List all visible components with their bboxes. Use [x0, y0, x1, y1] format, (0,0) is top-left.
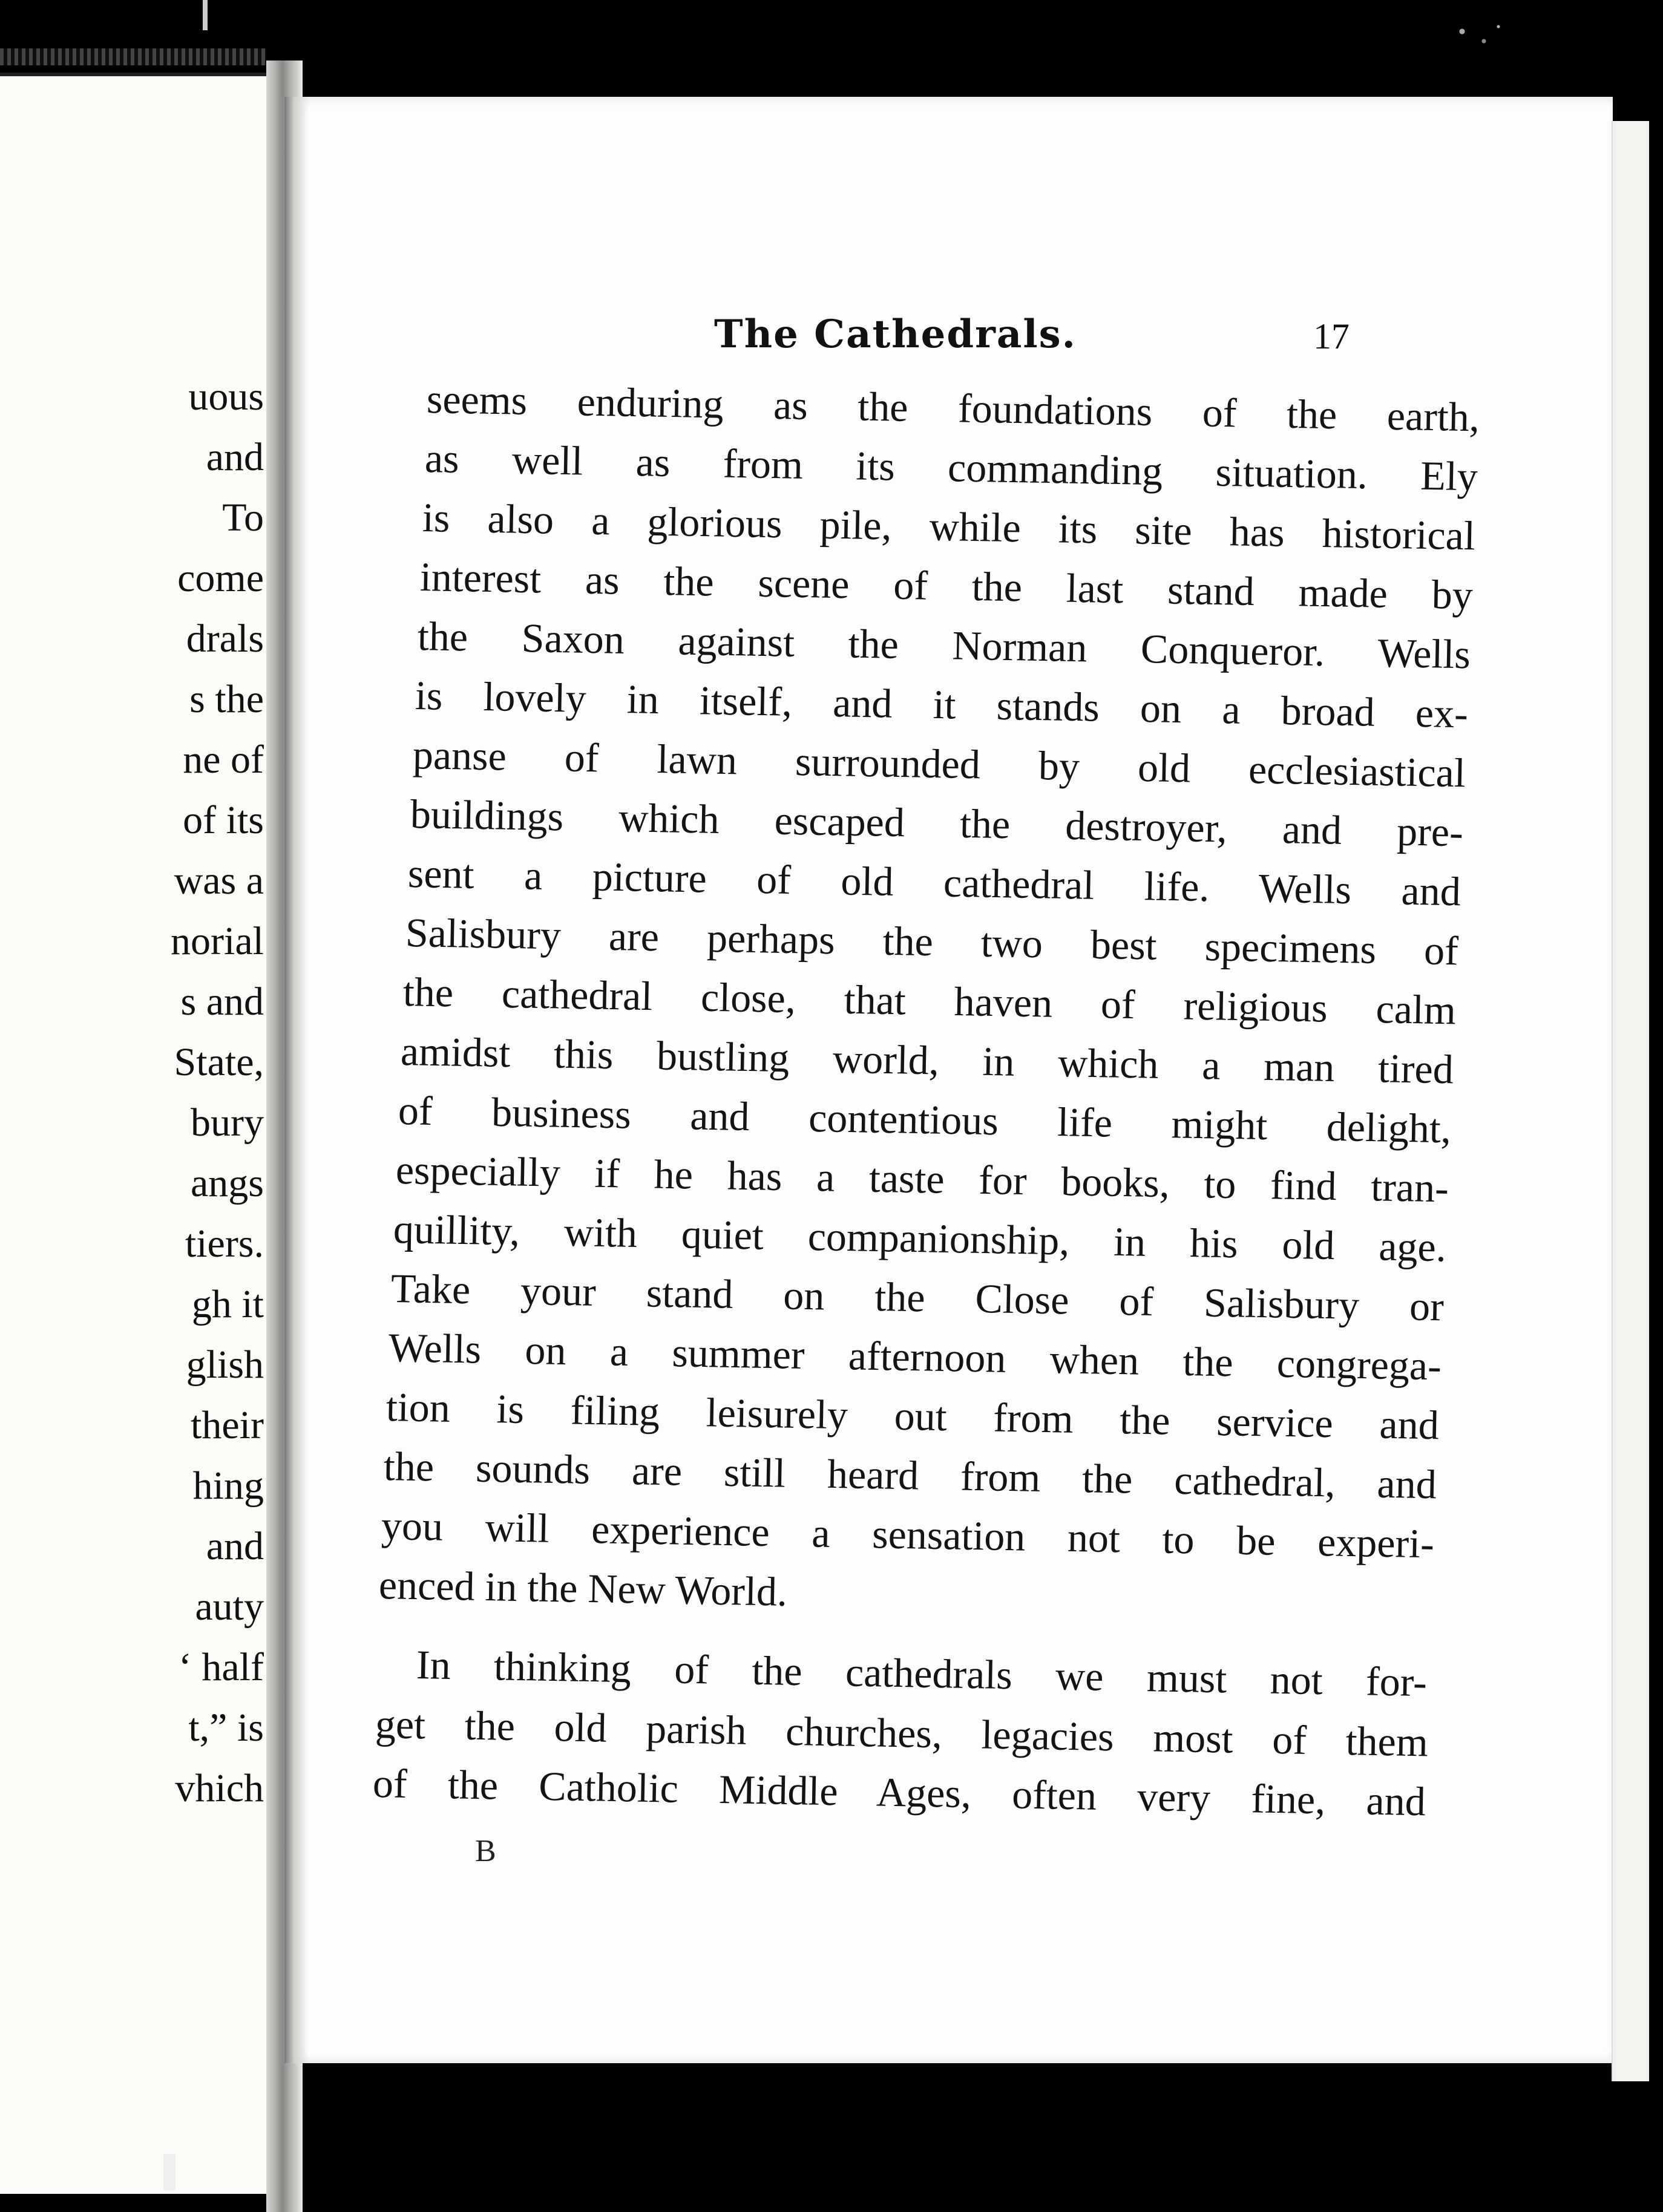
left-line: and [206, 1524, 264, 1568]
left-line: norial [171, 919, 264, 963]
page-number: 17 [1313, 316, 1350, 356]
text-line: is also a glorious pile, while its site has historical [422, 494, 1476, 559]
page-edge [1612, 121, 1649, 2081]
text-line: get the old parish churches, legacies most of them [375, 1701, 1429, 1765]
left-line: and [206, 435, 264, 479]
left-line: angs [191, 1161, 264, 1205]
text-line: especially if he has a taste for books, to find tran- [395, 1147, 1449, 1211]
text-line: the cathedral close, that haven of religious calm [402, 969, 1457, 1033]
text-line: is lovely in itself, and it stands on a broad ex- [415, 672, 1469, 737]
left-page [0, 73, 272, 2194]
left-page-top-edge [0, 48, 266, 65]
left-line: ‘ half [178, 1645, 264, 1689]
left-line: t,” is [188, 1706, 264, 1750]
text-line: as well as from its commanding situation. Ely [424, 435, 1478, 500]
text-line: tion is filing leisurely out from the service and [385, 1384, 1440, 1448]
text-line: Take your stand on the Close of Salisbury or [390, 1265, 1445, 1330]
left-line: ne of [183, 738, 264, 782]
left-line: State, [174, 1040, 264, 1084]
text-line: quillity, with quiet companionship, in his old age. [393, 1206, 1447, 1271]
page-body [284, 97, 1613, 2063]
left-line: uous [188, 375, 264, 419]
text-line: buildings which escaped the destroyer, and pre- [410, 791, 1464, 856]
left-line: To [222, 496, 264, 540]
text-line: amidst this bustling world, in which a man tired [400, 1028, 1454, 1093]
left-line: was a [174, 859, 264, 903]
right-page [284, 97, 1613, 2063]
scan-artifact-specks [1440, 12, 1513, 61]
text-line: Salisbury are perhaps the two best specimens of [405, 909, 1459, 974]
text-line: you will experience a sensation not to be experi- [381, 1502, 1435, 1567]
text-line: In thinking of the cathedrals we must not for- [416, 1641, 1428, 1706]
running-title: The Cathedrals. [714, 312, 1077, 357]
text-line: panse of lawn surrounded by old ecclesiastical [412, 731, 1466, 796]
text-line: the sounds are still heard from the cathedral, and [383, 1443, 1437, 1508]
left-line: auty [195, 1585, 264, 1629]
left-line: s and [180, 980, 264, 1024]
signature-mark: B [475, 1834, 496, 1868]
text-line: Wells on a summer afternoon when the congrega- [388, 1324, 1442, 1389]
text-line: of business and contentious life might delight, [398, 1087, 1452, 1152]
left-line: bury [191, 1101, 264, 1145]
text-line: interest as the scene of the last stand made by [419, 554, 1474, 618]
left-line: drals [186, 617, 264, 661]
left-line: hing [192, 1464, 264, 1508]
left-line: tiers. [185, 1222, 264, 1266]
left-page-text [82, 367, 264, 1819]
left-line: gh it [191, 1282, 264, 1326]
text-line: seems enduring as the foundations of the earth, [426, 376, 1480, 440]
left-line: of its [183, 798, 264, 842]
left-line: come [177, 556, 264, 600]
scan-artifact-mark [203, 0, 208, 30]
left-line: vhich [175, 1766, 264, 1810]
left-line: glish [186, 1343, 264, 1387]
text-line: of the Catholic Middle Ages, often very fine, and [372, 1760, 1426, 1825]
left-line: s the [189, 677, 264, 721]
text-line-short: enced in the New World. [378, 1562, 788, 1615]
scan-artifact-speck [163, 2154, 175, 2190]
left-line: their [191, 1403, 264, 1447]
text-line: the Saxon against the Norman Conqueror. Wells [417, 613, 1471, 678]
text-line: sent a picture of old cathedral life. Wells and [407, 850, 1461, 915]
